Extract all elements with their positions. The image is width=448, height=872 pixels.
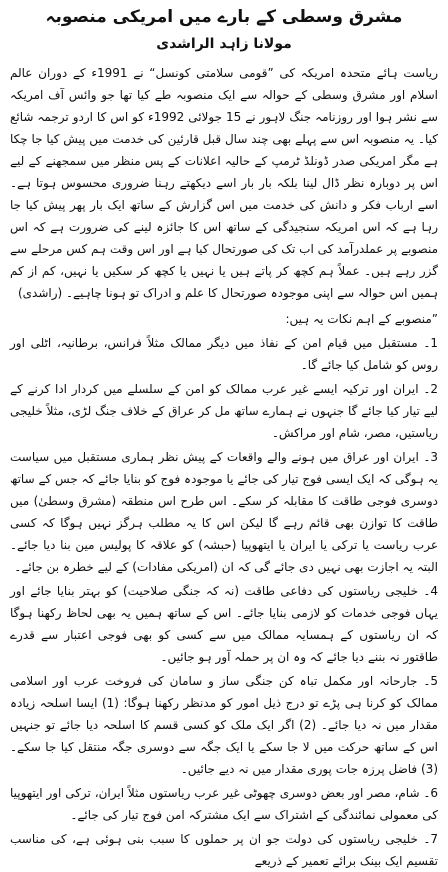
article-title: مشرق وسطی کے بارے میں امریکی منصوبہ xyxy=(45,7,403,27)
point-item: 1۔ مستقبل میں قیام امن کے نفاذ میں دیگر ممالک مثلاً فرانس، برطانیہ، اٹلی اور روس کو شامل کیا جائے گا۔ xyxy=(10,336,438,372)
point-item: 7۔ خلیجی ریاستوں کی دولت جو ان پر حملوں کا سبب بنی ہوئی ہے، کی مناسب تقسیم ایک بینک برائے تعمیر کے ذریعے xyxy=(10,832,438,868)
article-author: مولانا زاہد الراشدی xyxy=(156,36,292,52)
point-item: 4۔ خلیجی ریاستوں کی دفاعی طاقت (نہ کہ جنگی صلاحیت) کو بہتر بنایا جائے اور یہاں فوجی خدمات کو لازمی بنایا جائے۔ اس کے ساتھ ہمیں یہ بھی لحاظ رکھنا ہوگا کہ ان ریاستوں کے ہمسایہ ممالک میں سے کسی کو بھی فوجی اعتبار سے قدرے طاقتور نہ بننے دیا جائے کہ وہ ان پر حملہ آور ہو جائیں۔ xyxy=(10,584,438,664)
intro-paragraph: ریاست ہائے متحدہ امریکہ کی ”قومی سلامتی کونسل“ نے 1991ء کے دوران عالم اسلام اور مشرق وسطی کے حوالہ سے ایک منصوبہ طے کیا تھا جو وائس آف امریکہ سے نشر ہوا اور روزنامہ جنگ لاہور نے 15 جولائی 1992ء کو اس کا اردو ترجمہ شائع کیا۔ یہ منصوبہ اس سے پہلے بھی چند سال قبل قارئین کی خدمت میں پیش کیا جا چکا ہے مگر امریکی صدر ڈونلڈ ٹرمپ کے حالیہ اعلانات کے پس منظر میں سمجھنے کے لیے اس پر دوبارہ نظر ڈال لینا بلکہ بار بار اسے دیکھتے رہنا ضروری محسوس ہوتا ہے۔ اسے ارباب فکر و دانش کی خدمت میں اس گزارش کے ساتھ ایک بار پھر پیش کیا جا رہا ہے کہ اس امریکہ سنجیدگی کے ساتھ اس کا جائزہ لینے کی ضرورت ہے کہ اس منصوبے پر عملدرآمد کی اب تک کی صورتحال کیا ہے اور اس وقت ہم کس مرحلے سے گزر رہے ہیں۔ عملاً ہم کچھ کر پاتے ہیں یا نہیں یا کچھ کر سکیں یا نہیں، کم از کم ہمیں اس حوالہ سے اپنی موجودہ صورتحال کا علم و ادراک تو ہونا چاہیے۔ (راشدی) xyxy=(10,66,439,300)
point-item: 5۔ جارحانہ اور مکمل تباہ کن جنگی ساز و سامان کی فروخت عرب اور اسلامی ممالک کو کرنا ہی پڑے تو درج ذیل امور کو مدنظر رکھنا ہوگا: (1) ایسا اسلحہ زیادہ مقدار میں نہ دیا جائے۔ (2) اگر ایک ملک کو کسی قسم کا اسلحہ دیا جائے تو جنہیں اس کے ساتھ حرکت میں لا جا سکے یا ایک جگہ سے دوسری جگہ منتقل کیا جا سکے۔ (3) فاضل پرزہ جات پوری مقدار میں نہ دیے جائیں۔ xyxy=(10,674,438,776)
point-item: 3۔ ایران اور عراق میں ہونے والے واقعات کے پیش نظر ہماری مستقبل میں سیاست یہ ہوگی کہ ایک ایسی فوج تیار کی جائے یا موجودہ فوج کو بنایا جائے کہ جس کے ساتھ دوسری فوجی طاقت کا مقابلہ کر سکے۔ اس طرح اس منطقہ (مشرق وسطیٰ) میں طاقت کا توازن بھی قائم رہے گا لیکن اس کا یہ مطلب ہرگز نہیں ہوگا کہ کسی عرب ریاست یا ترکی یا ایران یا ایتھوپیا (حبشہ) کو علاقہ کا پولیس مین بنا دیا جائے۔ البتہ یہ اجازت بھی نہیں دی جائے گی کہ ان (امریکی مفادات) کے لیے خطرہ بن جائے۔ xyxy=(10,450,438,574)
point-item: 6۔ شام، مصر اور بعض دوسری چھوٹی غیر عرب ریاستوں مثلاً ایران، ترکی اور ایتھوپیا کی معمولی نمائندگی کے اشتراک سے ایک مشترکہ امن فوج تیار کی جائے۔ xyxy=(10,786,438,822)
points-heading: ”منصوبے کے اہم نکات یہ ہیں: xyxy=(285,312,438,326)
point-item: 2۔ ایران اور ترکیہ ایسے غیر عرب ممالک کو امن کے سلسلے میں کردار ادا کرنے کے لیے تیار کیا جائے گا جنہوں نے ہمارے ساتھ مل کر عراق کے خلاف جنگ لڑی، مثلاً خلیجی ریاستیں، مصر، شام اور مراکش۔ xyxy=(10,382,438,440)
